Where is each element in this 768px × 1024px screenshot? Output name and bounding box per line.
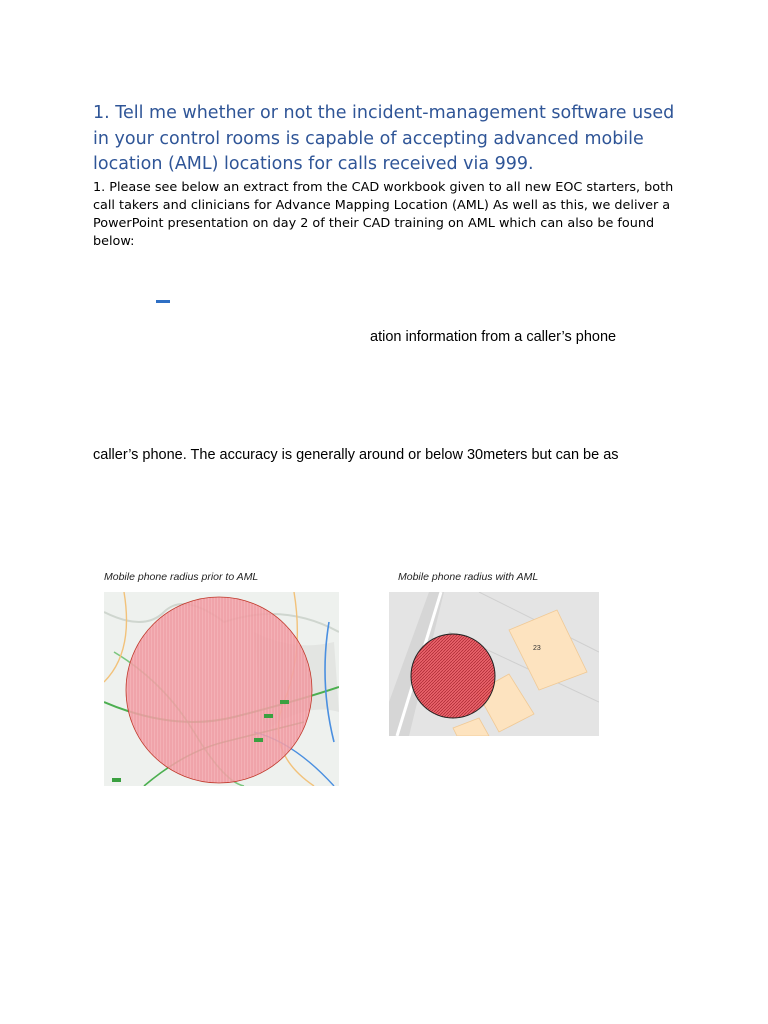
caption-with-aml: Mobile phone radius with AML [398, 571, 539, 583]
caption-prior-aml: Mobile phone radius prior to AML [104, 571, 259, 583]
map-radius-prior-to-aml [104, 592, 339, 786]
text-fragment-location: ation information from a caller’s phone [370, 329, 617, 345]
blue-dash-mark [156, 300, 170, 303]
answer-paragraph: 1. Please see below an extract from the CAD workbook given to all new EOC starters, both call takers and clinicians for Advance Mapping Location (AML) As well as this, we deliver a PowerPoint presentation on day 2 of their CAD training on AML which can also be found below: [93, 180, 674, 249]
text-fragment-accuracy: caller’s phone. The accuracy is generally around or below 30meters but can be as [93, 447, 619, 463]
map-radius-with-aml [389, 592, 599, 736]
question-heading: 1. Tell me whether or not the incident-management software used in your control rooms is capable of accepting advanced mobile location (AML) locations for calls received via 999. [93, 103, 675, 174]
building-number-label: 23 [533, 645, 541, 652]
